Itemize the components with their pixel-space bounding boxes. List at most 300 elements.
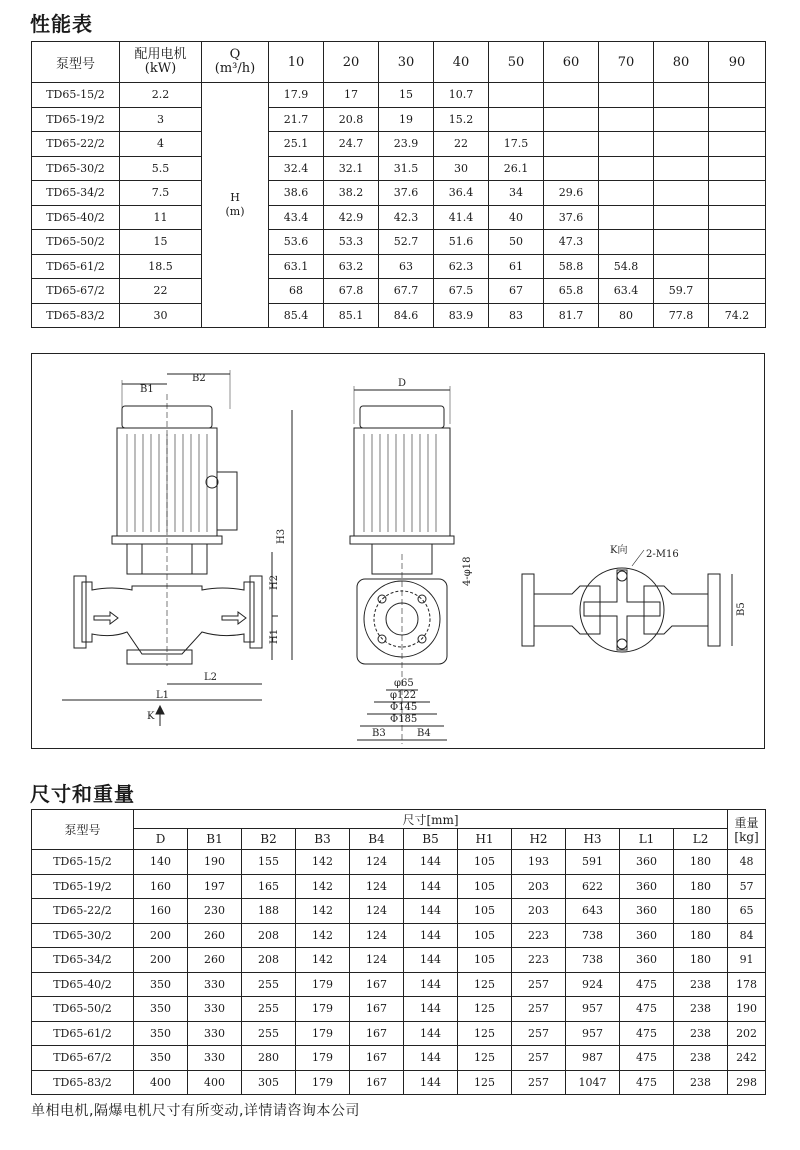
dim-header-weight: [728, 810, 766, 850]
cell-head: 50: [489, 230, 544, 255]
cell-head: 37.6: [379, 181, 434, 206]
cell-dim: 144: [404, 1070, 458, 1095]
cell-dim: 180: [674, 899, 728, 924]
dimensions-table: [31, 809, 766, 1095]
front-view: [62, 370, 292, 726]
cell-power: 18.5: [120, 254, 202, 279]
cell-dim: 142: [296, 948, 350, 973]
label-phi145: Φ145: [390, 702, 418, 713]
cell-dim: 257: [512, 1046, 566, 1071]
cell-dim: 643: [566, 899, 620, 924]
table-row: [32, 83, 766, 108]
cell-dim: 105: [458, 923, 512, 948]
cell-dim: 257: [512, 997, 566, 1022]
cell-head: 59.7: [654, 279, 709, 304]
cell-model: TD65-83/2: [32, 303, 120, 328]
cell-weight: 298: [728, 1070, 766, 1095]
cell-dim: 400: [134, 1070, 188, 1095]
table-row: [32, 997, 766, 1022]
performance-header-row: [32, 42, 766, 83]
cell-model: TD65-15/2: [32, 83, 120, 108]
cell-power: 3: [120, 107, 202, 132]
kview-cross-rib: [584, 570, 660, 650]
cell-dim: 144: [404, 997, 458, 1022]
dimensions-title: 尺寸和重量: [30, 782, 135, 806]
cell-head: [709, 156, 766, 181]
cell-dim: 144: [404, 972, 458, 997]
cell-dim: 238: [674, 1021, 728, 1046]
header-power: [120, 42, 202, 83]
cell-dim: 167: [350, 1070, 404, 1095]
label-k-view: K向: [610, 545, 628, 556]
cell-head: [489, 107, 544, 132]
cell-dim: 957: [566, 997, 620, 1022]
cell-dim: 125: [458, 1021, 512, 1046]
cell-dim: 190: [188, 850, 242, 875]
cell-head: 38.2: [324, 181, 379, 206]
cell-dim: 238: [674, 1046, 728, 1071]
pump-base: [127, 650, 192, 664]
cell-dim: 179: [296, 972, 350, 997]
header-q-label: Q: [229, 47, 241, 62]
cell-head: [489, 83, 544, 108]
cell-dim: 360: [620, 923, 674, 948]
cell-dim: 144: [404, 899, 458, 924]
cell-power: 4: [120, 132, 202, 157]
cell-weight: 57: [728, 874, 766, 899]
dim-header-b3: B3: [296, 829, 350, 850]
cell-head: [709, 83, 766, 108]
cell-head: [654, 156, 709, 181]
cell-dim: 144: [404, 1046, 458, 1071]
cell-dim: 124: [350, 874, 404, 899]
cell-head: [709, 205, 766, 230]
cell-dim: 360: [620, 899, 674, 924]
header-flow-80: 80: [654, 42, 709, 83]
cell-model: TD65-61/2: [32, 1021, 134, 1046]
cell-dim: 208: [242, 923, 296, 948]
cell-dim: 475: [620, 1021, 674, 1046]
cell-head: 52.7: [379, 230, 434, 255]
cell-dim: 330: [188, 997, 242, 1022]
cell-head: 21.7: [269, 107, 324, 132]
pump-casing: [82, 582, 254, 654]
label-phi65: φ65: [394, 678, 414, 689]
h-unit-label: H: [230, 191, 240, 204]
pump-drawing: [32, 354, 766, 750]
cell-dim: 738: [566, 923, 620, 948]
cell-dim: 987: [566, 1046, 620, 1071]
cell-head: 67.5: [434, 279, 489, 304]
cell-dim: 475: [620, 1046, 674, 1071]
cell-dim: 167: [350, 972, 404, 997]
cell-head: 81.7: [544, 303, 599, 328]
cell-model: TD65-30/2: [32, 156, 120, 181]
table-row: [32, 923, 766, 948]
cell-head: 61: [489, 254, 544, 279]
cell-dim: 167: [350, 997, 404, 1022]
cell-dim: 144: [404, 850, 458, 875]
cell-dim: 957: [566, 1021, 620, 1046]
cell-power: 22: [120, 279, 202, 304]
dim-header-h3: H3: [566, 829, 620, 850]
cell-head: 20.8: [324, 107, 379, 132]
cell-head: [709, 181, 766, 206]
table-row: [32, 254, 766, 279]
dim-header-d: D: [134, 829, 188, 850]
cell-dim: 305: [242, 1070, 296, 1095]
cell-dim: 255: [242, 997, 296, 1022]
cell-head: [709, 230, 766, 255]
cell-dim: 1047: [566, 1070, 620, 1095]
cell-dim: 350: [134, 972, 188, 997]
cell-dim: 142: [296, 850, 350, 875]
label-b5: B5: [736, 602, 747, 616]
header-power-label: 配用电机: [134, 47, 187, 62]
cell-dim: 144: [404, 923, 458, 948]
label-phi122: φ122: [390, 690, 417, 701]
table-row: [32, 132, 766, 157]
label-l2: L2: [204, 672, 218, 683]
cell-dim: 223: [512, 923, 566, 948]
cell-dim: 280: [242, 1046, 296, 1071]
dim-header-b2: B2: [242, 829, 296, 850]
cell-head: [599, 132, 654, 157]
header-flow-50: 50: [489, 42, 544, 83]
table-row: [32, 205, 766, 230]
dim-header-h2: H2: [512, 829, 566, 850]
cell-head: 38.6: [269, 181, 324, 206]
cell-model: TD65-40/2: [32, 972, 134, 997]
cell-head: 25.1: [269, 132, 324, 157]
kview-outlet-pipe: [644, 586, 708, 634]
cell-dim: 255: [242, 1021, 296, 1046]
cell-model: TD65-67/2: [32, 279, 120, 304]
cell-dim: 257: [512, 1070, 566, 1095]
performance-table: [31, 41, 766, 328]
cell-head: [654, 107, 709, 132]
cell-head: [599, 230, 654, 255]
label-l1: L1: [156, 690, 170, 701]
cell-weight: 178: [728, 972, 766, 997]
terminal-box: [217, 472, 237, 530]
cell-head: 29.6: [544, 181, 599, 206]
cell-weight: 65: [728, 899, 766, 924]
cell-head: [709, 107, 766, 132]
cell-dim: 400: [188, 1070, 242, 1095]
label-b2: B2: [192, 373, 206, 384]
cell-power: 5.5: [120, 156, 202, 181]
table-row: [32, 303, 766, 328]
cell-head: 83: [489, 303, 544, 328]
cell-head: [654, 254, 709, 279]
cell-power: 7.5: [120, 181, 202, 206]
table-row: [32, 1046, 766, 1071]
cell-head: 53.6: [269, 230, 324, 255]
cell-dim: 124: [350, 948, 404, 973]
cell-head: 37.6: [544, 205, 599, 230]
cell-dim: 257: [512, 972, 566, 997]
cell-dim: 165: [242, 874, 296, 899]
cell-dim: 180: [674, 948, 728, 973]
cell-weight: 48: [728, 850, 766, 875]
header-model: 泵型号: [32, 42, 120, 83]
cell-head: 67: [489, 279, 544, 304]
label-h3: H3: [276, 528, 287, 544]
cell-head: [654, 132, 709, 157]
footnote: 单相电机,隔爆电机尺寸有所变动,详情请咨询本公司: [31, 1103, 360, 1119]
cell-dim: 475: [620, 1070, 674, 1095]
cell-dim: 360: [620, 874, 674, 899]
header-flow-60: 60: [544, 42, 599, 83]
cell-head: [599, 205, 654, 230]
cell-power: 2.2: [120, 83, 202, 108]
kview-inlet-flange: [522, 574, 534, 646]
pump-dimension-diagram: [31, 353, 765, 749]
cell-dim: 738: [566, 948, 620, 973]
label-phi185: Φ185: [390, 714, 418, 725]
cell-dim: 203: [512, 899, 566, 924]
cell-dim: 188: [242, 899, 296, 924]
cell-dim: 140: [134, 850, 188, 875]
cell-head: 85.4: [269, 303, 324, 328]
label-k: K: [147, 711, 155, 722]
cell-dim: 208: [242, 948, 296, 973]
cell-head: [599, 107, 654, 132]
cell-dim: 144: [404, 874, 458, 899]
label-h1: H1: [269, 628, 280, 644]
cell-dim: 475: [620, 997, 674, 1022]
cell-dim: 160: [134, 899, 188, 924]
cell-model: TD65-22/2: [32, 899, 134, 924]
performance-title: 性能表: [30, 12, 93, 36]
label-holes: 4-φ18: [462, 556, 473, 586]
header-flow-10: 10: [269, 42, 324, 83]
cell-head: 77.8: [654, 303, 709, 328]
cell-weight: 190: [728, 997, 766, 1022]
cell-head: 63: [379, 254, 434, 279]
cell-head: [544, 132, 599, 157]
cell-head: 19: [379, 107, 434, 132]
cell-model: TD65-19/2: [32, 107, 120, 132]
dimensions-header-row-2: [32, 829, 766, 850]
cell-dim: 179: [296, 997, 350, 1022]
cell-dim: 179: [296, 1021, 350, 1046]
cell-model: TD65-34/2: [32, 948, 134, 973]
cell-head: [654, 181, 709, 206]
table-row: [32, 948, 766, 973]
label-b1: B1: [140, 384, 154, 395]
cell-head: 47.3: [544, 230, 599, 255]
cell-head: 67.8: [324, 279, 379, 304]
cell-head: 32.4: [269, 156, 324, 181]
dim-header-weight-label: 重量: [734, 815, 759, 830]
cell-dim: 179: [296, 1046, 350, 1071]
kview-bolt-bottom: [617, 639, 627, 649]
dim-header-b4: B4: [350, 829, 404, 850]
label-b3: B3: [372, 728, 386, 739]
cell-model: TD65-22/2: [32, 132, 120, 157]
cell-head: 53.3: [324, 230, 379, 255]
inlet-flange: [74, 576, 86, 648]
cell-model: TD65-50/2: [32, 997, 134, 1022]
cell-model: TD65-15/2: [32, 850, 134, 875]
cell-dim: 142: [296, 923, 350, 948]
bolt-hole-2: [418, 595, 426, 603]
header-flow-90: 90: [709, 42, 766, 83]
label-d: D: [398, 378, 407, 389]
header-flow-70: 70: [599, 42, 654, 83]
cell-dim: 105: [458, 948, 512, 973]
cell-head: [544, 83, 599, 108]
cell-head: 41.4: [434, 205, 489, 230]
cell-dim: 160: [134, 874, 188, 899]
label-b4: B4: [417, 728, 431, 739]
cell-head: 15: [379, 83, 434, 108]
cell-dim: 144: [404, 1021, 458, 1046]
label-m16: 2-M16: [646, 549, 679, 560]
cell-head: 10.7: [434, 83, 489, 108]
cell-head: 85.1: [324, 303, 379, 328]
cell-dim: 125: [458, 972, 512, 997]
cell-head: [654, 83, 709, 108]
cell-dim: 360: [620, 850, 674, 875]
cell-head: 31.5: [379, 156, 434, 181]
cell-head: 68: [269, 279, 324, 304]
cell-dim: 238: [674, 997, 728, 1022]
cell-head: 63.2: [324, 254, 379, 279]
cell-dim: 124: [350, 850, 404, 875]
cell-dim: 180: [674, 923, 728, 948]
cell-head: 65.8: [544, 279, 599, 304]
cell-dim: 142: [296, 899, 350, 924]
cell-dim: 197: [188, 874, 242, 899]
cell-head: 17: [324, 83, 379, 108]
cell-dim: 200: [134, 923, 188, 948]
cell-head: 43.4: [269, 205, 324, 230]
kview-outlet-flange: [708, 574, 720, 646]
cell-dim: 105: [458, 850, 512, 875]
cell-head: 24.7: [324, 132, 379, 157]
table-row: [32, 1070, 766, 1095]
cell-weight: 84: [728, 923, 766, 948]
cell-dim: 105: [458, 899, 512, 924]
h-unit-cell: [202, 83, 269, 328]
outlet-flange: [250, 576, 262, 648]
table-row: [32, 156, 766, 181]
cell-head: 15.2: [434, 107, 489, 132]
kview-bolt-top: [617, 571, 627, 581]
cell-head: 63.1: [269, 254, 324, 279]
cell-dim: 180: [674, 874, 728, 899]
cell-head: [599, 156, 654, 181]
cell-dim: 591: [566, 850, 620, 875]
cell-model: TD65-30/2: [32, 923, 134, 948]
flow-arrow-in: [94, 612, 118, 624]
cell-dim: 257: [512, 1021, 566, 1046]
cell-dim: 155: [242, 850, 296, 875]
cell-head: [654, 230, 709, 255]
table-row: [32, 107, 766, 132]
flow-arrow-out: [222, 612, 246, 624]
dim-header-h1: H1: [458, 829, 512, 850]
cell-head: 30: [434, 156, 489, 181]
cell-power: 30: [120, 303, 202, 328]
cell-head: 34: [489, 181, 544, 206]
cell-power: 15: [120, 230, 202, 255]
h-unit-unit: (m): [225, 205, 245, 218]
dim-header-model: 泵型号: [32, 810, 134, 850]
header-flow-30: 30: [379, 42, 434, 83]
cell-dim: 200: [134, 948, 188, 973]
table-row: [32, 874, 766, 899]
cell-dim: 330: [188, 972, 242, 997]
cell-dim: 350: [134, 1046, 188, 1071]
cell-dim: 622: [566, 874, 620, 899]
cell-weight: 91: [728, 948, 766, 973]
cell-head: [709, 254, 766, 279]
cell-dim: 330: [188, 1021, 242, 1046]
cell-dim: 360: [620, 948, 674, 973]
cell-head: 17.5: [489, 132, 544, 157]
cell-power: 11: [120, 205, 202, 230]
header-flow-40: 40: [434, 42, 489, 83]
cell-dim: 167: [350, 1046, 404, 1071]
cell-head: [544, 107, 599, 132]
cell-dim: 167: [350, 1021, 404, 1046]
k-view: [522, 550, 732, 652]
cell-dim: 203: [512, 874, 566, 899]
dim-header-b1: B1: [188, 829, 242, 850]
cell-head: [709, 279, 766, 304]
cell-head: 63.4: [599, 279, 654, 304]
cell-dim: 125: [458, 1070, 512, 1095]
cell-head: 17.9: [269, 83, 324, 108]
cell-head: [599, 181, 654, 206]
cell-dim: 350: [134, 1021, 188, 1046]
cell-dim: 238: [674, 972, 728, 997]
cell-head: 62.3: [434, 254, 489, 279]
cell-dim: 255: [242, 972, 296, 997]
cell-model: TD65-83/2: [32, 1070, 134, 1095]
cell-dim: 260: [188, 948, 242, 973]
cell-head: 26.1: [489, 156, 544, 181]
cell-dim: 193: [512, 850, 566, 875]
cell-dim: 330: [188, 1046, 242, 1071]
cell-head: 58.8: [544, 254, 599, 279]
cell-head: 51.6: [434, 230, 489, 255]
header-q: [202, 42, 269, 83]
dim-header-weight-unit: [kg]: [734, 829, 759, 844]
cell-model: TD65-40/2: [32, 205, 120, 230]
cell-dim: 125: [458, 997, 512, 1022]
bolt-hole-1: [378, 595, 386, 603]
side-motor-body: [354, 428, 450, 536]
table-row: [32, 279, 766, 304]
cell-dim: 180: [674, 850, 728, 875]
dim-header-l2: L2: [674, 829, 728, 850]
cell-dim: 924: [566, 972, 620, 997]
cell-model: TD65-67/2: [32, 1046, 134, 1071]
cell-head: 32.1: [324, 156, 379, 181]
cell-head: 67.7: [379, 279, 434, 304]
cell-dim: 124: [350, 923, 404, 948]
cell-head: 22: [434, 132, 489, 157]
header-power-unit: (kW): [144, 61, 177, 76]
dim-header-b5: B5: [404, 829, 458, 850]
cell-head: [709, 132, 766, 157]
cell-dim: 475: [620, 972, 674, 997]
